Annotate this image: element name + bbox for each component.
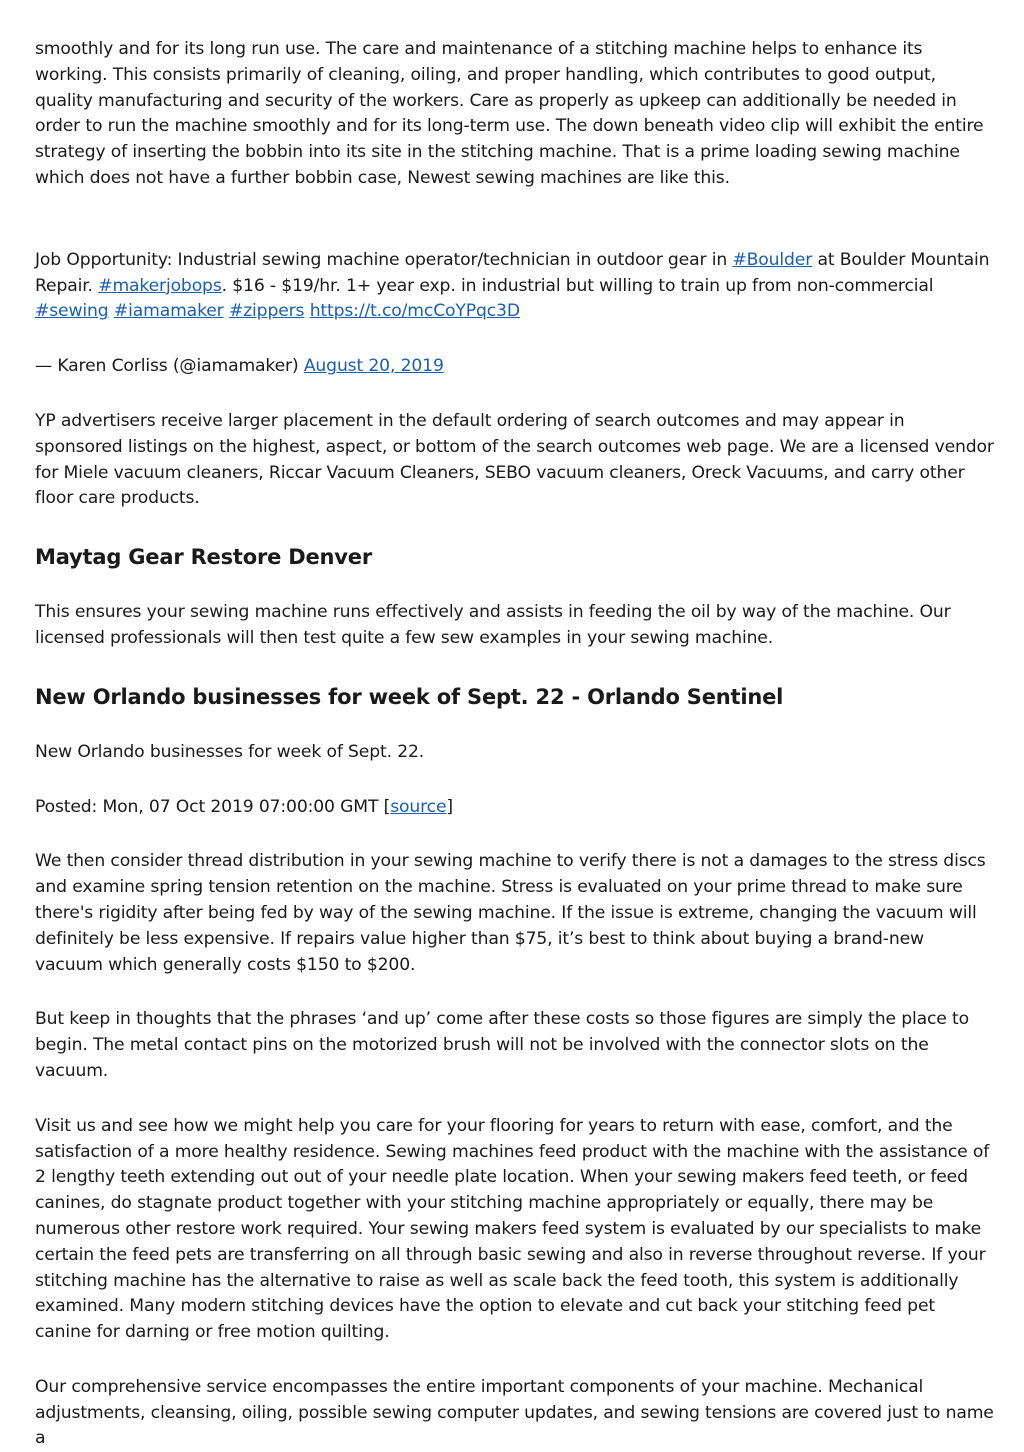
paragraph-yp-advertisers: YP advertisers receive larger placement in the default ordering of search outcomes and may appear in sponsored listings on the highest, aspect, or bottom of the search outcomes web page. We are a licensed vendor for Miele vacuum cleaners, Riccar Vacuum Cleaners, SEBO vacuum cleaners, Oreck Vacuums, and carry other floor care products. <box>35 410 994 509</box>
paragraph-intro: smoothly and for its long run use. The care and maintenance of a stitching machine helps to enhance its working. This consists primarily of cleaning, oiling, and proper handling, which contributes to good output, quality manufacturing and security of the workers. Care as properly as upkeep can additionally be needed in order to run the machine smoothly and for its long-term use. The down beneath video clip will exhibit the entire strategy of inserting the bobbin into its site in the stitching machine. That is a prime loading sewing machine which does not have a further bobbin case, Newest sewing machines are like this. <box>35 39 984 188</box>
spacer <box>35 978 994 1007</box>
spacer <box>35 512 994 543</box>
spacer <box>35 192 994 248</box>
spacer <box>35 325 994 354</box>
paragraph-visit-us: Visit us and see how we might help you care for your flooring for years to return with ease, comfort, and the satisfaction of a more healthy residence. Sewing machines feed product with the machine with the assistance of 2 lengthy teeth extending out out of your needle plate location. When your sewing makers feed teeth, or feed canines, do stagnate product together with your stitching machine appropriately or equally, there may be numerous other restore work required. Your sewing makers feed system is evaluated by our specialists to make certain the feed pets are transferring on all through basic sewing and also in reverse throughout reverse. If your stitching machine has the alternative to raise as well as scale back the feed tooth, this system is additionally examined. Many modern stitching devices have the option to elevate and cut back your stitching feed pet canine for darning or free motion quilting. <box>35 1115 990 1343</box>
attribution-text: — Karen Corliss (@iamamaker) <box>35 356 304 377</box>
tweet-text-part: . $16 - $19/hr. 1+ year exp. in industrial but willing to train up from non-commercial <box>221 275 934 296</box>
spacer <box>35 711 994 740</box>
hashtag-zippers-link[interactable]: #zippers <box>228 301 305 322</box>
paragraph-costs: But keep in thoughts that the phrases ‘and up’ come after these costs so those figures are simply the place to begin. The metal contact pins on the motorized brush will not be involved with the connector slots on the vacuum. <box>35 1009 969 1081</box>
tweet-text <box>35 248 994 325</box>
spacer <box>35 1346 994 1375</box>
paragraph-orlando-summary: New Orlando businesses for week of Sept. 22. <box>35 741 425 762</box>
spacer <box>35 380 994 409</box>
spacer <box>35 571 994 600</box>
section-heading-maytag: Maytag Gear Restore Denver <box>35 545 372 570</box>
tweet-text-part: at Boulder Mountain Repair. <box>35 249 990 296</box>
hashtag-iamamaker-link[interactable]: #iamamaker <box>113 301 224 322</box>
paragraph-oil-feeding: This ensures your sewing machine runs effectively and assists in feeding the oil by way of the machine. Our licensed professionals will then test quite a few sew examples in your sewing machine. <box>35 602 951 648</box>
posted-bracket: ] <box>446 796 453 817</box>
source-link[interactable]: source <box>390 796 447 817</box>
spacer <box>35 1085 994 1114</box>
paragraph-thread-distribution: We then consider thread distribution in your sewing machine to verify there is not a damages to the stress discs and examine spring tension retention on the machine. Stress is evaluated on your prime thread to make sure there's rigidity after being fed by way of the sewing machine. If the issue is extreme, changing the vacuum will definitely be less expensive. If repairs value higher than $75, it’s best to think about buying a brand-new vacuum which generally costs $150 to $200. <box>35 851 986 975</box>
tweet-text-part: Job Opportunity: Industrial sewing machine operator/technician in outdoor gear in <box>35 249 733 270</box>
posted-line <box>35 795 994 821</box>
spacer <box>35 820 994 849</box>
hashtag-boulder-link[interactable]: #Boulder <box>732 249 813 270</box>
tweet-attribution <box>35 354 994 380</box>
posted-date-text: Posted: Mon, 07 Oct 2019 07:00:00 GMT [ <box>35 796 391 817</box>
hashtag-makerjobops-link[interactable]: #makerjobops <box>98 275 222 296</box>
hashtag-sewing-link[interactable]: #sewing <box>35 301 109 322</box>
paragraph-comprehensive-service: Our comprehensive service encompasses the entire important components of your machine. Mechanical adjustments, cleansing, oiling, possible sewing computer updates, and sewing tensions are covered just to name a <box>35 1376 994 1449</box>
tweet-date-link[interactable]: August 20, 2019 <box>303 356 444 377</box>
spacer <box>35 766 994 795</box>
spacer <box>35 652 994 683</box>
tweet-url-link[interactable]: https://t.co/mcCoYPqc3D <box>309 301 520 322</box>
section-heading-orlando: New Orlando businesses for week of Sept. 22 - Orlando Sentinel <box>35 684 784 709</box>
